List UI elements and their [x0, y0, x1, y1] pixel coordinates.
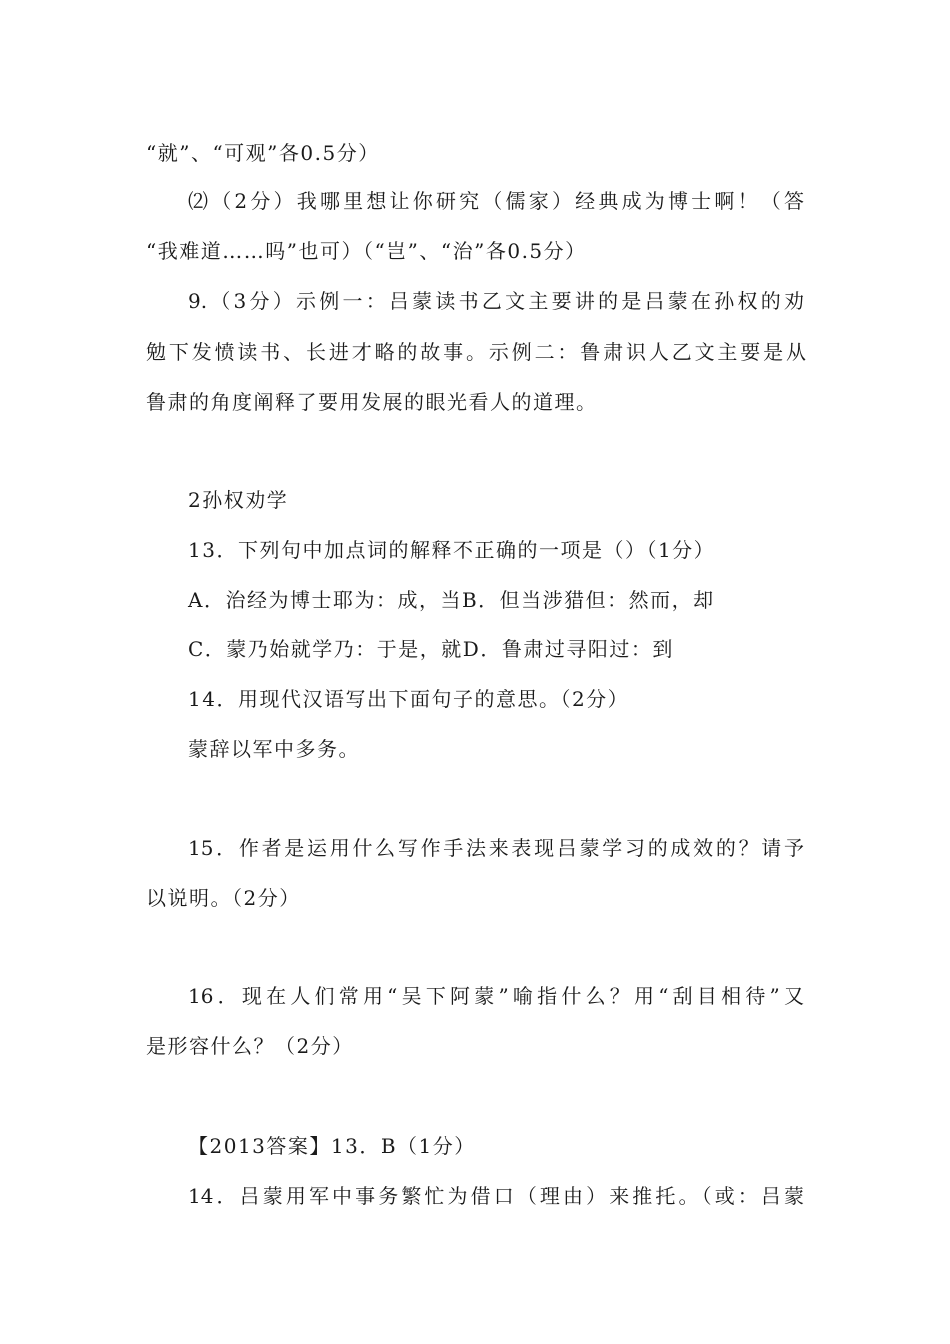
text-line-5: 勉下发愤读书、长进才略的故事。示例二：鲁肃识人乙文主要是从 — [146, 340, 806, 364]
text-line-1: “就”、“可观”各0.5分） — [146, 141, 380, 165]
question-16-cont: 是形容什么？（2分） — [146, 1034, 354, 1058]
question-14-sentence: 蒙辞以军中多务。 — [188, 737, 360, 761]
question-15: 15．作者是运用什么写作手法来表现吕蒙学习的成效的？请予 — [188, 836, 804, 860]
text-line-6: 鲁肃的角度阐释了要用发展的眼光看人的道理。 — [146, 390, 598, 414]
question-13-options-cd: C．蒙乃始就学乃：于是，就D．鲁肃过寻阳过：到 — [188, 637, 674, 661]
text-line-2: ⑵（2分）我哪里想让你研究（儒家）经典成为博士啊！（答 — [188, 189, 804, 213]
question-14: 14．用现代汉语写出下面句子的意思。（2分） — [188, 687, 630, 711]
question-13-options-ab: A．治经为博士耶为：成，当B．但当涉猎但：然而，却 — [188, 588, 715, 612]
text-line-3: “我难道……吗”也可）（“岂”、“治”各0.5分） — [146, 239, 587, 263]
question-13: 13．下列句中加点词的解释不正确的一项是（）（1分） — [188, 538, 716, 562]
answer-14: 14．吕蒙用军中事务繁忙为借口（理由）来推托。（或：吕蒙 — [188, 1184, 804, 1208]
section-heading: 2孙权劝学 — [188, 488, 289, 512]
answer-heading: 【2013答案】13．B（1分） — [188, 1134, 476, 1158]
question-16: 16．现在人们常用“吴下阿蒙”喻指什么？用“刮目相待”又 — [188, 984, 804, 1008]
question-15-cont: 以说明。（2分） — [146, 886, 301, 910]
text-line-4: 9.（3分）示例一：吕蒙读书乙文主要讲的是吕蒙在孙权的劝 — [188, 289, 804, 313]
